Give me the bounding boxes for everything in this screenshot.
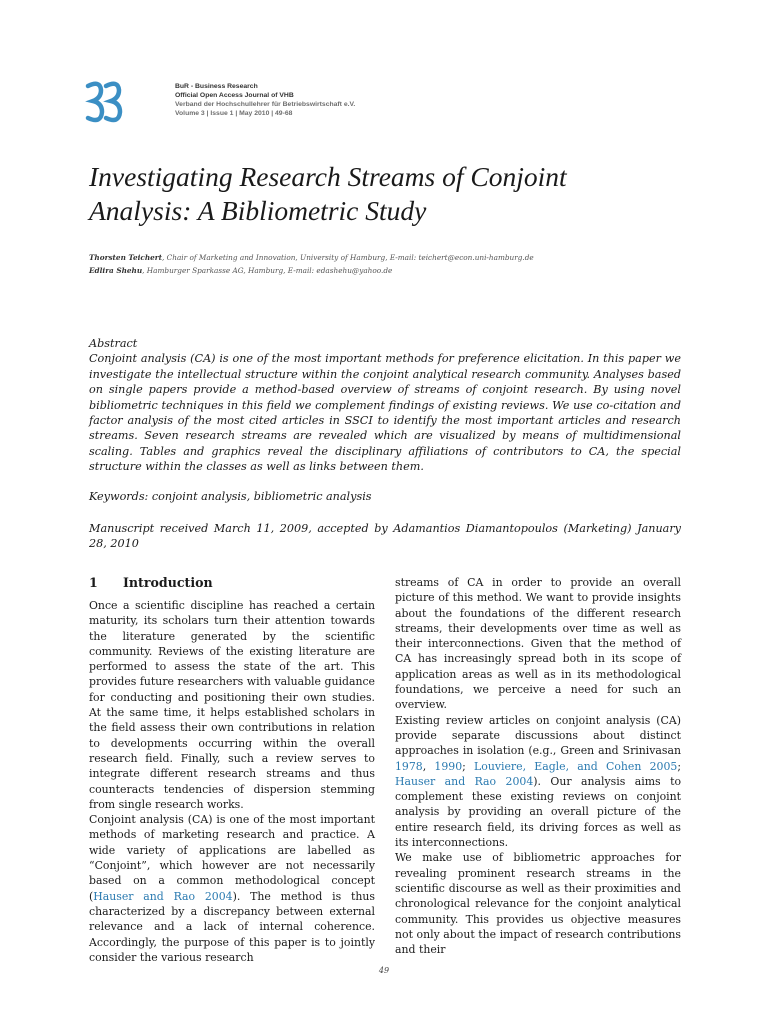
section-number: 1 <box>89 575 98 590</box>
author-1-affil: , Chair of Marketing and Innovation, University of Hamburg, E-mail: teichert@econ.uni-hamburg.de <box>162 253 534 262</box>
citation-link[interactable]: 1978 <box>395 759 423 773</box>
abstract-text: Conjoint analysis (CA) is one of the most important methods for preference elicitation. In this paper we investigate the intellectual structure within the conjoint analytical research community. Analyses based on single papers provide a method-based overview of streams of conjoint research. By using novel bibliometric techniques in this field we complement findings of existing reviews. We use co-citation and factor analysis of the most cited articles in SSCI to identify the most important articles and research streams. Seven research streams are revealed which are visualized by means of multidimensional scaling. Tables and graphics reveal the disciplinary affiliations of contributors to CA, the special structure within the classes as well as links between them. <box>89 352 681 474</box>
abstract <box>89 336 681 475</box>
right-column <box>395 575 681 957</box>
paragraph-text: ; <box>462 759 475 773</box>
author-2-name: Edlira Shehu <box>89 266 143 275</box>
paper-title <box>89 160 689 228</box>
citation-link[interactable]: 1990 <box>434 759 463 773</box>
paragraph-text: Conjoint analysis (CA) is one of the most important methods of marketing research and practice. A wide variety of applications are labelled as “Conjoint”, which however are not necessarily based on a common methodological concept ( <box>89 813 375 903</box>
section-heading <box>89 575 213 590</box>
keywords: Keywords: conjoint analysis, bibliometric analysis <box>89 490 372 503</box>
intro-paragraph-3: streams of CA in order to provide an overall picture of this method. We want to provide insights about the foundations of the different research streams, their developments over time as well as their interconnections. Given that the method of CA has increasingly spread both in its scope of application areas as well as in its methodological foundations, we perceive a need for such an overview. <box>395 576 681 712</box>
journal-issue: Volume 3 | Issue 1 | May 2010 | 49-68 <box>175 110 293 117</box>
paragraph-text: Existing review articles on conjoint analysis (CA) provide separate discussions about distinct approaches in isolation (e.g., Green and Srinivasan <box>395 713 681 758</box>
journal-logo <box>84 80 124 124</box>
section-title: Introduction <box>123 575 213 590</box>
citation-link[interactable]: Hauser and Rao 2004 <box>395 774 534 788</box>
title-line-1: Investigating Research Streams of Conjoint <box>89 161 567 192</box>
author-block <box>89 251 689 277</box>
citation-link[interactable]: Louviere, Eagle, and Cohen 2005 <box>474 759 678 773</box>
paragraph-text: ; <box>677 759 681 773</box>
intro-paragraph-4 <box>395 713 681 851</box>
intro-paragraph-5: We make use of bibliometric approaches for revealing prominent research streams in the scientific discourse as well as their proximities and chronological relevance for the conjoint analytical community. This provides us objective measures not only about the impact of research contributions and their <box>395 851 681 957</box>
author-2-affil: , Hamburger Sparkasse AG, Hamburg, E-mail: edashehu@yahoo.de <box>142 266 393 275</box>
left-column <box>89 598 375 965</box>
journal-subtitle: Official Open Access Journal of VHB <box>175 92 294 99</box>
intro-paragraph-2 <box>89 812 375 965</box>
manuscript-info: Manuscript received March 11, 2009, accepted by Adamantios Diamantopoulos (Marketing) January 28, 2010 <box>89 522 681 551</box>
journal-publisher: Verband der Hochschullehrer für Betriebswirtschaft e.V. <box>175 101 356 108</box>
abstract-heading: Abstract <box>89 337 138 350</box>
title-line-2: Analysis: A Bibliometric Study <box>89 195 427 226</box>
author-2 <box>89 264 689 277</box>
paragraph-text: , <box>422 759 435 773</box>
intro-paragraph-1: Once a scientific discipline has reached a certain maturity, its scholars turn their attention towards the literature generated by the scientific community. Reviews of the existing literature are performed to assess the state of the art. This provides future researchers with valuable guidance for conducting and positioning their own studies. At the same time, it helps established scholars in the field assess their own contributions in relation to developments occurring within the overall research field. Finally, such a review serves to integrate different research streams and thus counteracts tendencies of dispersion stemming from single research works. <box>89 599 375 811</box>
paragraph-text: ). Our analysis aims to complement these existing reviews on conjoint analysis by providing an overall picture of the entire research field, its driving forces as well as its interconnections. <box>395 774 682 850</box>
paragraph-text: ). The method is thus characterized by a discrepancy between external relevance and a lack of internal coherence. Accordingly, the purpose of this paper is to jointly consider the various research <box>89 889 375 964</box>
page-number: 49 <box>378 966 390 975</box>
author-1 <box>89 251 689 264</box>
citation-link[interactable]: Hauser and Rao 2004 <box>93 889 233 903</box>
journal-header <box>175 82 355 118</box>
author-1-name: Thorsten Teichert <box>89 253 163 262</box>
journal-name: BuR - Business Research <box>175 83 258 90</box>
